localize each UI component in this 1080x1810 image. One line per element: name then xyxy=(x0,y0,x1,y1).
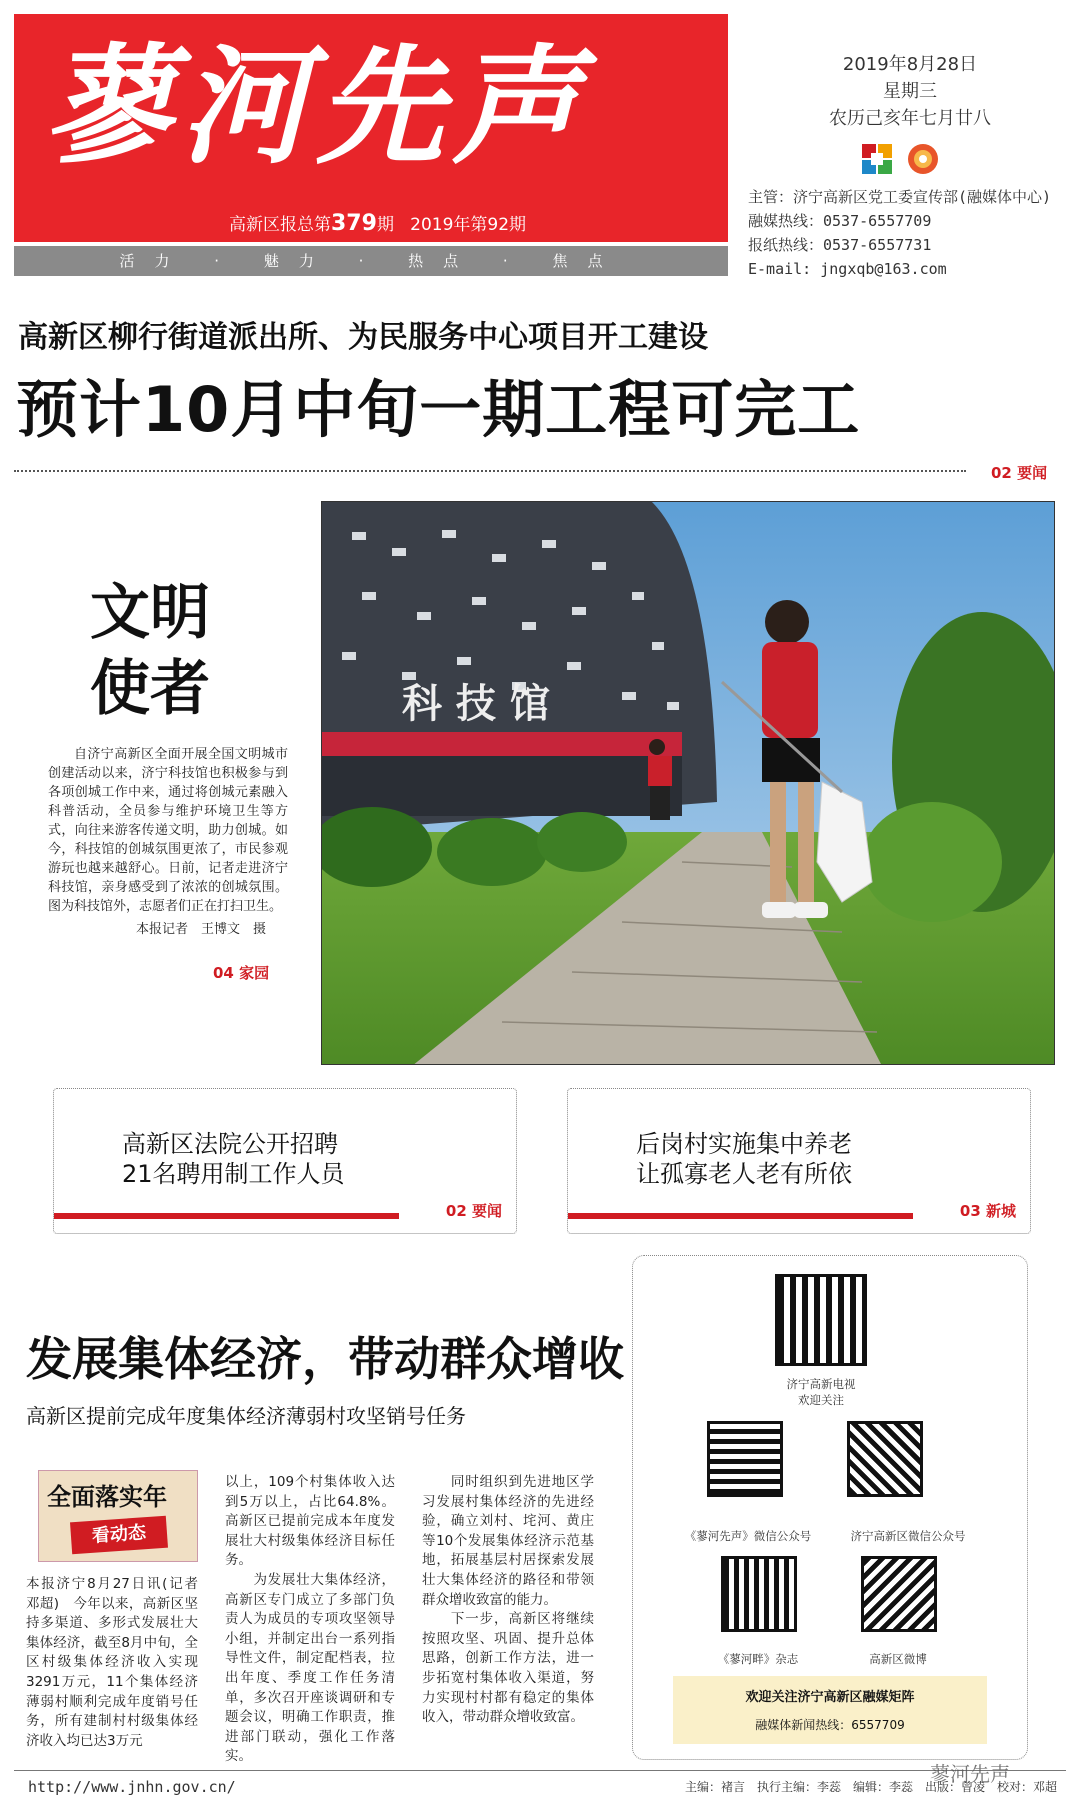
qr-label: 高新区微博 xyxy=(869,1652,927,1666)
photo-credit: 本报记者 王博文 摄 xyxy=(136,922,267,937)
qr-label: 济宁高新电视 欢迎关注 xyxy=(786,1377,856,1407)
teaser-page-ref[interactable]: 02 要闻 xyxy=(445,1202,502,1220)
divider xyxy=(14,470,966,472)
watermark: 蓼河先声 xyxy=(930,1762,1010,1786)
lead-page-ref[interactable]: 02 要闻 xyxy=(991,464,1048,482)
lunar-date: 农历己亥年七月廿八 xyxy=(829,108,991,129)
building-sign: 科 技 馆 xyxy=(402,681,550,727)
media-hotline: 融媒热线：0537-6557709 xyxy=(748,212,932,230)
article-column-1: 本报济宁8月27日讯(记者 邓超) 今年以来，高新区坚持多渠道、多形式发展壮大集体经济，截至8月中旬，全区村级集体经济收入实现3291万元，11个集体经济薄弱村顺利完成年度销号任务，所有建制村村级集体经济收入均已达3万元 xyxy=(26,1576,212,1749)
feature-page-ref[interactable]: 04 家园 xyxy=(213,964,270,982)
qr-code-magazine[interactable] xyxy=(721,1556,797,1632)
editorial-credits: 主编：褚言 执行主编：李蕊 编辑：李蕊 出版：曾凌 校对：邓超 xyxy=(685,1780,1058,1794)
column-badge: 全面落实年 看动态 xyxy=(38,1470,198,1562)
masthead xyxy=(14,14,728,276)
feature-title: 文明 使者 xyxy=(90,578,210,724)
lead-headline[interactable]: 预计10月中旬一期工程可完工 xyxy=(16,373,861,446)
teaser-bar xyxy=(54,1213,399,1219)
qr-code-wechat1[interactable] xyxy=(707,1421,783,1497)
qr-label: 《蓼河畔》杂志 xyxy=(717,1652,799,1666)
email-link[interactable]: E-mail: jngxqb@163.com xyxy=(748,260,947,278)
masthead-slogan: 活力 · 魅力 · 热点 · 焦点 xyxy=(14,246,728,276)
qr-label: 《蓼河先声》微信公众号 xyxy=(684,1529,812,1543)
qr-code-tv[interactable] xyxy=(775,1274,867,1366)
lead-kicker: 高新区柳行街道派出所、为民服务中心项目开工建设 xyxy=(18,320,708,355)
footer-rule xyxy=(14,1770,1066,1771)
article-headline[interactable]: 发展集体经济，带动群众增收 xyxy=(26,1332,624,1386)
teaser-page-ref[interactable]: 03 新城 xyxy=(959,1202,1016,1220)
teaser-bar xyxy=(568,1213,913,1219)
weekday: 星期三 xyxy=(883,81,937,102)
website-link[interactable]: http://www.jnhn.gov.cn/ xyxy=(28,1778,236,1796)
teaser-court-recruit[interactable]: 高新区法院公开招聘 21名聘用制工作人员 02 要闻 xyxy=(53,1088,517,1234)
feature-photo xyxy=(321,501,1055,1065)
qr-code-weibo[interactable] xyxy=(861,1556,937,1632)
host-info: 主管：济宁高新区党工委宣传部(融媒体中心) xyxy=(748,188,1052,206)
paper-hotline: 报纸热线：0537-6557731 xyxy=(748,236,932,254)
issue-number: 高新区报总第379期 2019年第92期 xyxy=(229,211,527,236)
teaser-elderly-care[interactable]: 后岗村实施集中养老 让孤寡老人老有所依 03 新城 xyxy=(567,1088,1031,1234)
media-logo-icon xyxy=(860,142,894,180)
tv-logo-icon xyxy=(906,142,940,180)
article-column-3: 同时组织到先进地区学习发展村集体经济的先进经验，确立刘村、垞河、黄庄等10个发展集体经济示范基地，拓展基层村居探索发展壮大集体经济的路径和带领群众增收致富的能力。 下一步，高新区将继续按照攻坚、巩固、提升总体思路，创新工作方法，进一步拓宽村集体收入渠道，努力实现村村都有稳定的集体收入，带动群众增收致富。 xyxy=(422,1474,594,1726)
article-subhead: 高新区提前完成年度集体经济薄弱村攻坚销号任务 xyxy=(26,1404,466,1428)
qr-code-wechat2[interactable] xyxy=(847,1421,923,1497)
issue-date: 2019年8月28日 xyxy=(842,54,978,75)
newspaper-title: 蓼河先声 xyxy=(44,32,589,182)
feature-caption: 自济宁高新区全面开展全国文明城市创建活动以来，济宁科技馆也积极参与到各项创城工作中来，通过将创城元素融入科普活动，全员参与维护环境卫生等方式，向往来游客传递文明，助力创城。如今，科技馆的创城氛围更浓了，市民参观游玩也越来越舒心。日前，记者走进济宁科技馆，亲身感受到了浓浓的创城氛围。图为科技馆外，志愿者们正在打扫卫生。 xyxy=(48,747,288,914)
qr-label: 济宁高新区微信公众号 xyxy=(850,1529,966,1543)
article-column-2: 以上，109个村集体收入达到5万以上，占比64.8%。高新区已提前完成本年度发展壮大村级集体经济目标任务。 为发展壮大集体经济，高新区专门成立了多部门负责人为成员的专项攻坚领导小组，并制定出台一系列指导性文件，制定配档表，拉出年度、季度工作任务清单，多次召开座谈调研和专题会议，明确工作职责，推进部门联动，强化工作落实。 xyxy=(225,1474,395,1765)
qr-banner: 欢迎关注济宁高新区融媒矩阵 融媒体新闻热线：6557709 xyxy=(673,1676,987,1744)
qr-panel xyxy=(632,1255,1028,1760)
